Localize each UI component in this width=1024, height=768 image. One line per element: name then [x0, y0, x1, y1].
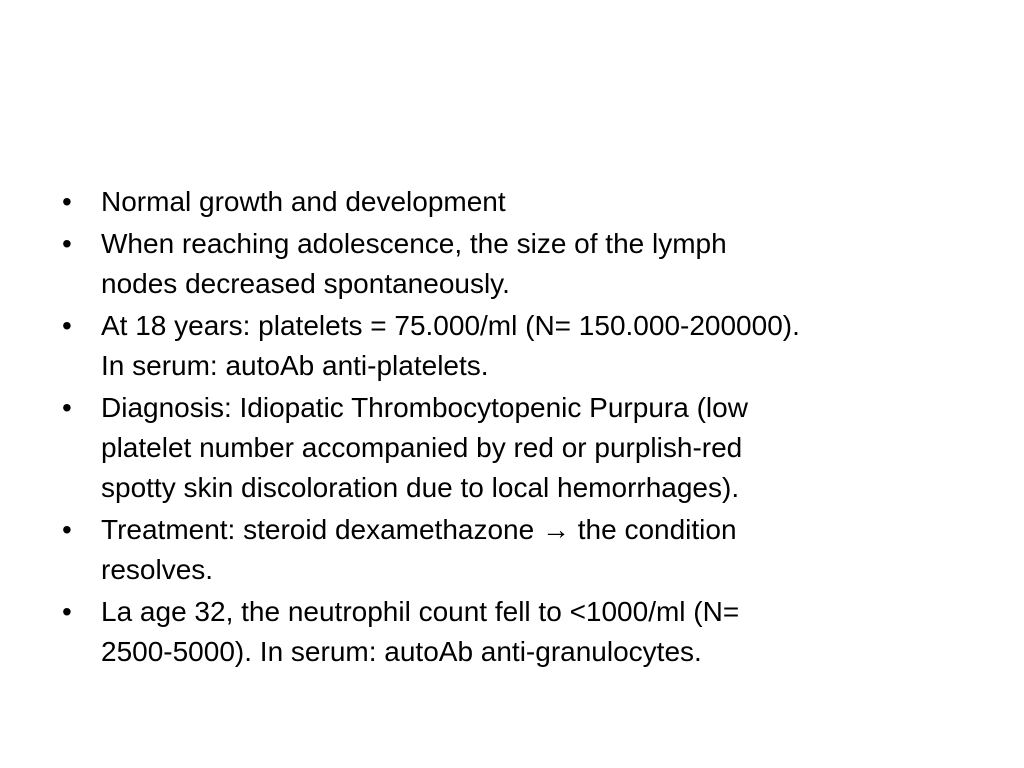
- bullet-icon: •: [62, 392, 72, 423]
- bullet-item-platelets: [62, 306, 982, 386]
- bullet-icon: •: [62, 310, 72, 341]
- bullet-text-line: La age 32, the neutrophil count fell to <1000/ml (N=: [101, 596, 740, 627]
- bullet-text-line: When reaching adolescence, the size of the lymph: [101, 228, 727, 259]
- bullet-text-line: Normal growth and development: [101, 186, 506, 217]
- bullet-text-line: nodes decreased spontaneously.: [101, 268, 510, 299]
- bullet-text-line: Treatment: steroid dexamethazone → the condition: [101, 514, 737, 545]
- bullet-text-line: In serum: autoAb anti-platelets.: [101, 350, 489, 381]
- bullet-text-line: 2500-5000). In serum: autoAb anti-granulocytes.: [101, 636, 702, 667]
- bullet-icon: •: [62, 514, 72, 545]
- bullet-item-neutrophils: [62, 592, 982, 672]
- bullet-item-lymph-nodes: [62, 224, 982, 304]
- bullet-item-treatment: [62, 510, 982, 590]
- bullet-text-line: resolves.: [101, 554, 214, 585]
- bullet-text-line: At 18 years: platelets = 75.000/ml (N= 150.000-200000).: [101, 310, 800, 341]
- bullet-icon: •: [62, 596, 72, 627]
- bullet-icon: •: [62, 186, 72, 217]
- bullet-list: [62, 182, 982, 674]
- bullet-item-diagnosis: [62, 388, 982, 508]
- bullet-icon: •: [62, 228, 72, 259]
- bullet-text-line: spotty skin discoloration due to local hemorrhages).: [101, 472, 740, 503]
- bullet-item-growth: [62, 182, 982, 222]
- bullet-text-line: Diagnosis: Idiopatic Thrombocytopenic Purpura (low: [101, 392, 748, 423]
- bullet-text-line: platelet number accompanied by red or purplish-red: [101, 432, 743, 463]
